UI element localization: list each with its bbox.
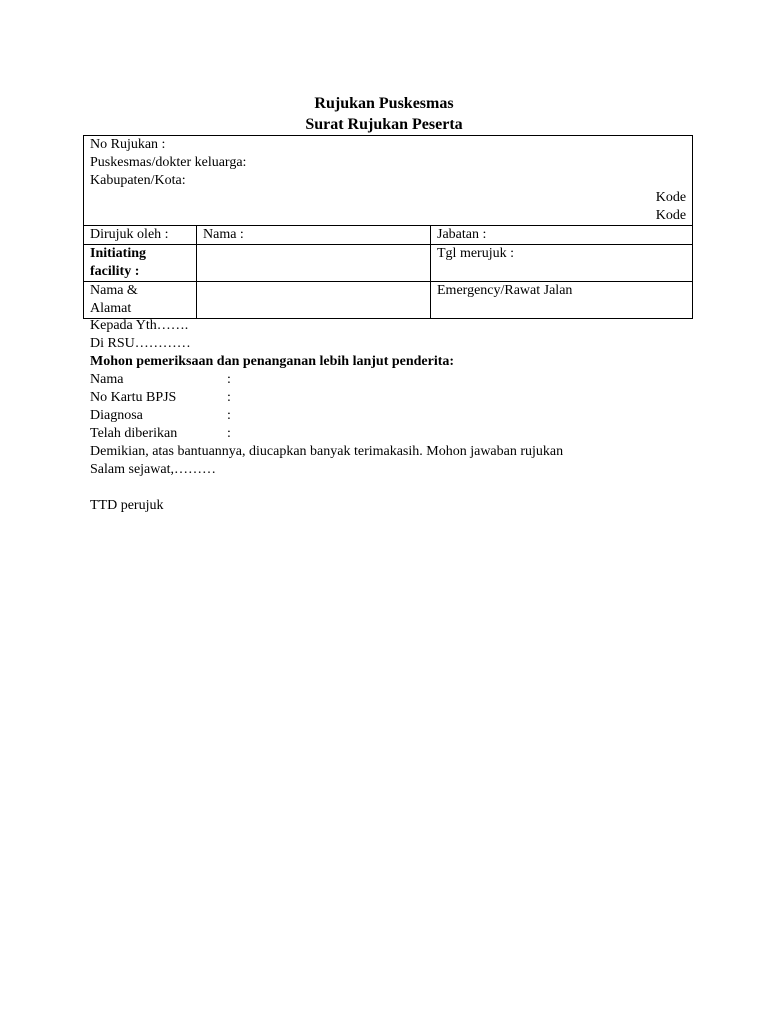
alamat-row — [84, 282, 693, 319]
field-row-telah-diberikan — [90, 425, 690, 443]
kode-label-1: Kode — [655, 190, 687, 205]
kabupaten-label: Kabupaten/Kota: — [90, 173, 186, 188]
field-label: Nama — [90, 372, 124, 387]
puskesmas-label: Puskesmas/dokter keluarga: — [90, 155, 247, 170]
field-colon: : — [227, 372, 231, 387]
letter-body — [90, 317, 690, 515]
kode-label-2: Kode — [655, 208, 687, 223]
kode-block — [656, 189, 686, 225]
field-colon: : — [227, 390, 231, 405]
document-title: Rujukan Puskesmas — [314, 95, 454, 112]
initiating-row — [84, 245, 693, 282]
di-rsu-line: Di RSU………… — [90, 336, 191, 351]
tgl-merujuk-cell: Tgl merujuk : — [431, 245, 693, 282]
blank-spacer — [90, 479, 690, 497]
nama-alamat-line2: Alamat — [90, 301, 132, 316]
demikian-line: Demikian, atas bantuannya, diucapkan banyak terimakasih. Mohon jawaban rujukan — [90, 444, 564, 459]
field-label: No Kartu BPJS — [90, 390, 177, 405]
nama-cell: Nama : — [197, 226, 431, 245]
initiating-label-line2: facility : — [90, 264, 140, 279]
field-label: Telah diberikan — [90, 426, 178, 441]
mohon-line: Mohon pemeriksaan dan penanganan lebih lanjut penderita: — [90, 354, 455, 369]
dirujuk-row — [84, 226, 693, 245]
no-rujukan-label: No Rujukan : — [90, 137, 166, 152]
field-row-diagnosa — [90, 407, 690, 425]
jabatan-cell: Jabatan : — [431, 226, 693, 245]
field-label: Diagnosa — [90, 408, 143, 423]
nama-alamat-cell — [84, 282, 197, 319]
kepada-line: Kepada Yth……. — [90, 318, 189, 333]
ttd-line: TTD perujuk — [90, 498, 164, 513]
document-subtitle: Surat Rujukan Peserta — [305, 116, 463, 133]
field-colon: : — [227, 426, 231, 441]
field-row-no-kartu-bpjs — [90, 389, 690, 407]
field-row-nama — [90, 371, 690, 389]
referral-form-table — [83, 135, 693, 319]
initiating-facility-cell — [84, 245, 197, 282]
header-cell — [84, 136, 693, 226]
initiating-value-cell — [197, 245, 431, 282]
alamat-value-cell — [197, 282, 431, 319]
emergency-cell: Emergency/Rawat Jalan — [431, 282, 693, 319]
salam-line: Salam sejawat,……… — [90, 462, 216, 477]
header-row — [84, 136, 693, 226]
nama-alamat-line1: Nama & — [90, 283, 138, 298]
dirujuk-oleh-cell: Dirujuk oleh : — [84, 226, 197, 245]
initiating-label-line1: Initiating — [90, 246, 147, 261]
field-colon: : — [227, 408, 231, 423]
